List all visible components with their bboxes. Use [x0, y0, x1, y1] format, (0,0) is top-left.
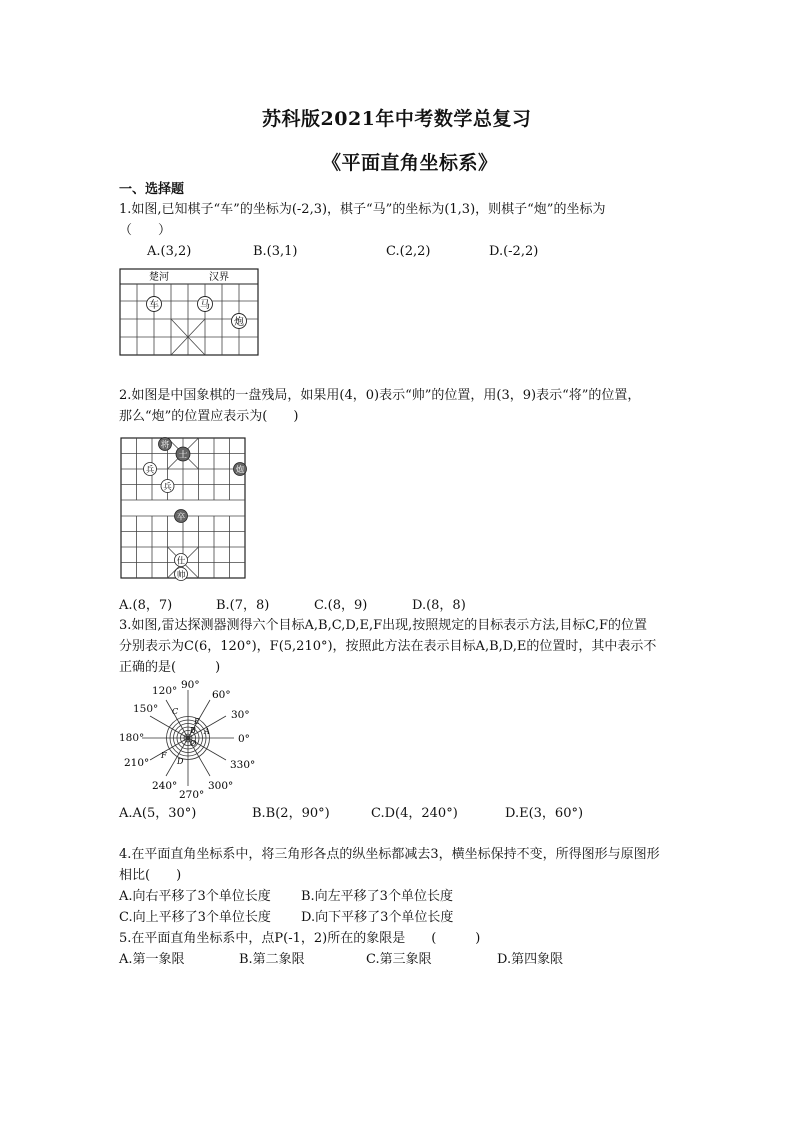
point-label-e: E: [194, 717, 200, 726]
piece-pao: [232, 314, 247, 329]
radar-point-labels: [142, 676, 260, 802]
point-label-d: D: [177, 757, 184, 766]
q3-option-a: A.A(5，30°): [119, 806, 197, 821]
q1-stem-line1: 1.如图,已知棋子“车”的坐标为(-2,3)，棋子“马”的坐标为(1,3)，则棋子“炮”的坐标为: [119, 202, 606, 217]
angle-label-300: 300°: [208, 780, 234, 792]
q2-chessboard-figure: [119, 436, 249, 582]
q4-option-a: A.向右平移了3个单位长度: [119, 889, 271, 904]
svg-text:卒: 卒: [176, 512, 186, 523]
q5-option-d: D.第四象限: [497, 952, 564, 967]
svg-text:士: 士: [178, 450, 188, 461]
svg-text:帅: 帅: [176, 570, 186, 581]
q4-option-c: C.向上平移了3个单位长度: [119, 910, 271, 925]
q2-option-c: C.(8，9): [314, 598, 368, 613]
angle-label-0: 0°: [238, 733, 250, 745]
q2-stem-line1: 2.如图是中国象棋的一盘残局，如果用(4，0)表示“帅”的位置，用(3，9)表示“将”的位置，: [119, 388, 641, 403]
piece-shi-black: [176, 447, 190, 461]
point-label-f: F: [161, 751, 167, 760]
svg-text:兵: 兵: [145, 465, 155, 476]
q3-stem-line2: 分别表示为C(6，120°)，F(5,210°)，按照此方法在表示目标A,B,D,E的位置时，其中表示不: [119, 639, 657, 654]
svg-text:兵: 兵: [163, 482, 172, 493]
svg-text:炮: 炮: [235, 465, 245, 476]
q3-option-b: B.B(2，90°): [252, 806, 330, 821]
angle-label-270: 270°: [179, 789, 205, 801]
angle-label-60: 60°: [212, 689, 231, 701]
q5-option-c: C.第三象限: [366, 952, 432, 967]
angle-label-150: 150°: [133, 703, 159, 715]
piece-jiang: [159, 438, 172, 451]
q4-option-b: B.向左平移了3个单位长度: [301, 889, 453, 904]
angle-label-330: 330°: [230, 759, 256, 771]
q1-option-a: A.(3,2): [147, 244, 192, 259]
q2-option-d: D.(8，8): [412, 598, 466, 613]
piece-shi-red: [175, 554, 188, 567]
point-label-b: B: [190, 726, 196, 735]
q2-option-a: A.(8，7): [119, 598, 173, 613]
angle-label-240: 240°: [152, 780, 178, 792]
piece-zu: [175, 510, 188, 523]
piece-bing-2: [161, 480, 174, 493]
svg-text:将: 将: [160, 440, 170, 451]
angle-label-30: 30°: [231, 709, 250, 721]
svg-text:炮: 炮: [234, 317, 244, 328]
page-title: 苏科版2021年中考数学总复习: [262, 108, 532, 130]
piece-pao: [234, 463, 247, 476]
q3-stem-line3: 正确的是( ): [119, 660, 221, 675]
q1-chessboard-figure: [119, 268, 259, 356]
q4-option-d: D.向下平移了3个单位长度: [301, 910, 454, 925]
q5-stem: 5.在平面直角坐标系中，点P(-1，2)所在的象限是 ( ): [119, 931, 481, 946]
section-heading: 一、选择题: [119, 182, 185, 197]
svg-text:马: 马: [200, 300, 210, 311]
q4-stem-line2: 相比( ): [119, 868, 182, 883]
point-label-a: A: [204, 727, 210, 736]
river-label-left: 楚河: [149, 272, 169, 283]
angle-label-120: 120°: [152, 685, 178, 697]
page-subtitle: 《平面直角坐标系》: [322, 152, 498, 174]
q1-option-d: D.(-2,2): [489, 244, 539, 259]
angle-label-180: 180°: [119, 732, 145, 744]
svg-text:车: 车: [149, 300, 159, 311]
svg-text:仕: 仕: [176, 556, 186, 567]
piece-shuai: [175, 568, 188, 581]
q3-stem-line1: 3.如图,雷达探测器测得六个目标A,B,C,D,E,F出现,按照规定的目标表示方法,目标C,F的位置: [119, 618, 647, 633]
q2-option-b: B.(7，8): [216, 598, 270, 613]
q5-option-b: B.第二象限: [239, 952, 305, 967]
q3-option-c: C.D(4，240°): [371, 806, 458, 821]
q1-option-b: B.(3,1): [253, 244, 298, 259]
angle-label-90: 90°: [181, 679, 200, 691]
piece-ma: [198, 297, 213, 312]
q5-option-a: A.第一象限: [119, 952, 185, 967]
q4-stem-line1: 4.在平面直角坐标系中，将三角形各点的纵坐标都减去3，横坐标保持不变，所得图形与原图形: [119, 847, 660, 862]
q2-stem-line2: 那么“炮”的位置应表示为( ): [119, 409, 299, 424]
q1-option-c: C.(2,2): [386, 244, 431, 259]
center-label-o: O: [190, 739, 197, 748]
q3-option-d: D.E(3，60°): [505, 806, 584, 821]
river-label-right: 汉界: [209, 272, 229, 283]
angle-label-210: 210°: [124, 757, 150, 769]
point-label-c: C: [172, 707, 179, 716]
piece-bing-1: [144, 463, 157, 476]
q1-stem-line2: （ ）: [119, 223, 172, 238]
piece-che: [147, 297, 162, 312]
